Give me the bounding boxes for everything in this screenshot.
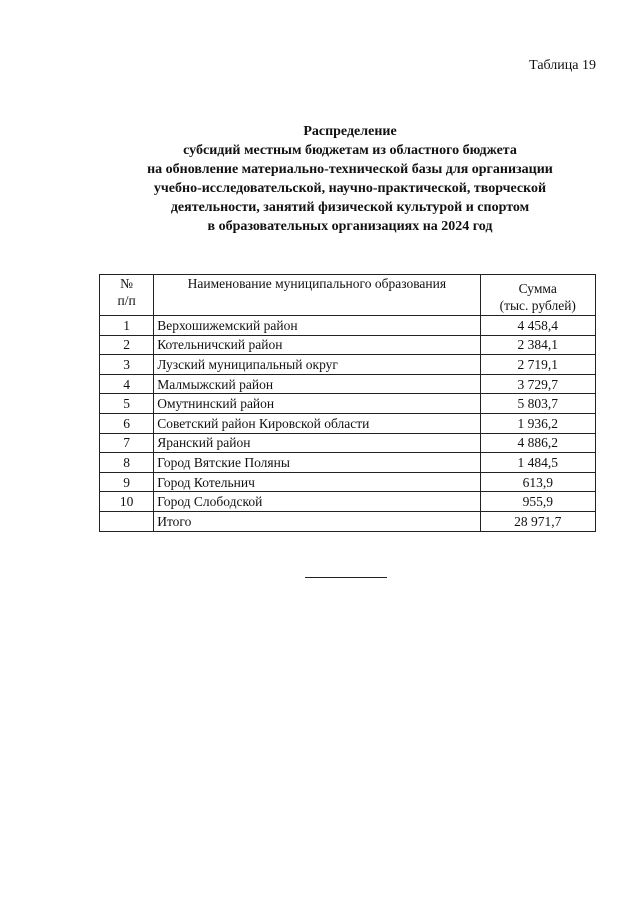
total-label: Итого xyxy=(154,511,480,531)
row-municipality: Верхошижемский район xyxy=(154,316,480,336)
table-row xyxy=(100,374,596,394)
table-row xyxy=(100,472,596,492)
table-row xyxy=(100,413,596,433)
row-sum: 5 803,7 xyxy=(480,394,595,414)
row-number: 7 xyxy=(100,433,154,453)
table-row xyxy=(100,492,596,512)
row-number: 9 xyxy=(100,472,154,492)
row-sum: 955,9 xyxy=(480,492,595,512)
row-sum: 1 484,5 xyxy=(480,453,595,473)
title-line: субсидий местным бюджетам из областного бюджета xyxy=(183,143,517,158)
table-header-row xyxy=(100,275,596,316)
row-municipality: Город Слободской xyxy=(154,492,480,512)
title-line: в образовательных организациях на 2024 год xyxy=(207,219,493,234)
row-sum: 2 384,1 xyxy=(480,335,595,355)
header-sum xyxy=(480,275,595,316)
header-number-abbrev: п/п xyxy=(117,293,136,308)
row-number: 6 xyxy=(100,413,154,433)
row-sum: 2 719,1 xyxy=(480,355,595,375)
table-row xyxy=(100,335,596,355)
table-row xyxy=(100,355,596,375)
header-municipality: Наименование муниципального образования xyxy=(154,275,480,316)
row-sum: 4 886,2 xyxy=(480,433,595,453)
table-row xyxy=(100,453,596,473)
header-number xyxy=(100,275,154,316)
row-sum: 1 936,2 xyxy=(480,413,595,433)
header-sum-unit: (тыс. рублей) xyxy=(499,298,576,313)
title-line: деятельности, занятий физической культурой и спортом xyxy=(170,200,530,215)
row-municipality: Омутнинский район xyxy=(154,394,480,414)
total-sum: 28 971,7 xyxy=(480,511,595,531)
row-sum: 613,9 xyxy=(480,472,595,492)
table-number-label: Таблица 19 xyxy=(529,58,596,73)
row-number: 3 xyxy=(100,355,154,375)
row-number: 8 xyxy=(100,453,154,473)
total-row xyxy=(100,511,596,531)
table-row xyxy=(100,433,596,453)
table-row xyxy=(100,316,596,336)
title-line: учебно-исследовательской, научно-практической, творческой xyxy=(153,181,547,196)
row-number: 10 xyxy=(100,492,154,512)
row-sum: 4 458,4 xyxy=(480,316,595,336)
row-municipality: Советский район Кировской области xyxy=(154,413,480,433)
document-title xyxy=(100,122,600,236)
row-number: 4 xyxy=(100,374,154,394)
table-row xyxy=(100,394,596,414)
row-number: 5 xyxy=(100,394,154,414)
total-number-empty xyxy=(100,511,154,531)
subsidy-table xyxy=(99,274,596,532)
header-number-symbol: № xyxy=(120,276,134,291)
row-number: 1 xyxy=(100,316,154,336)
title-line: Распределение xyxy=(303,124,397,139)
row-municipality: Котельничский район xyxy=(154,335,480,355)
header-sum-label: Сумма xyxy=(518,281,557,296)
end-divider xyxy=(305,577,387,578)
row-sum: 3 729,7 xyxy=(480,374,595,394)
row-municipality: Город Котельнич xyxy=(154,472,480,492)
row-municipality: Яранский район xyxy=(154,433,480,453)
row-municipality: Малмыжский район xyxy=(154,374,480,394)
row-number: 2 xyxy=(100,335,154,355)
row-municipality: Город Вятские Поляны xyxy=(154,453,480,473)
row-municipality: Лузский муниципальный округ xyxy=(154,355,480,375)
title-line: на обновление материально-технической базы для организации xyxy=(147,162,553,177)
